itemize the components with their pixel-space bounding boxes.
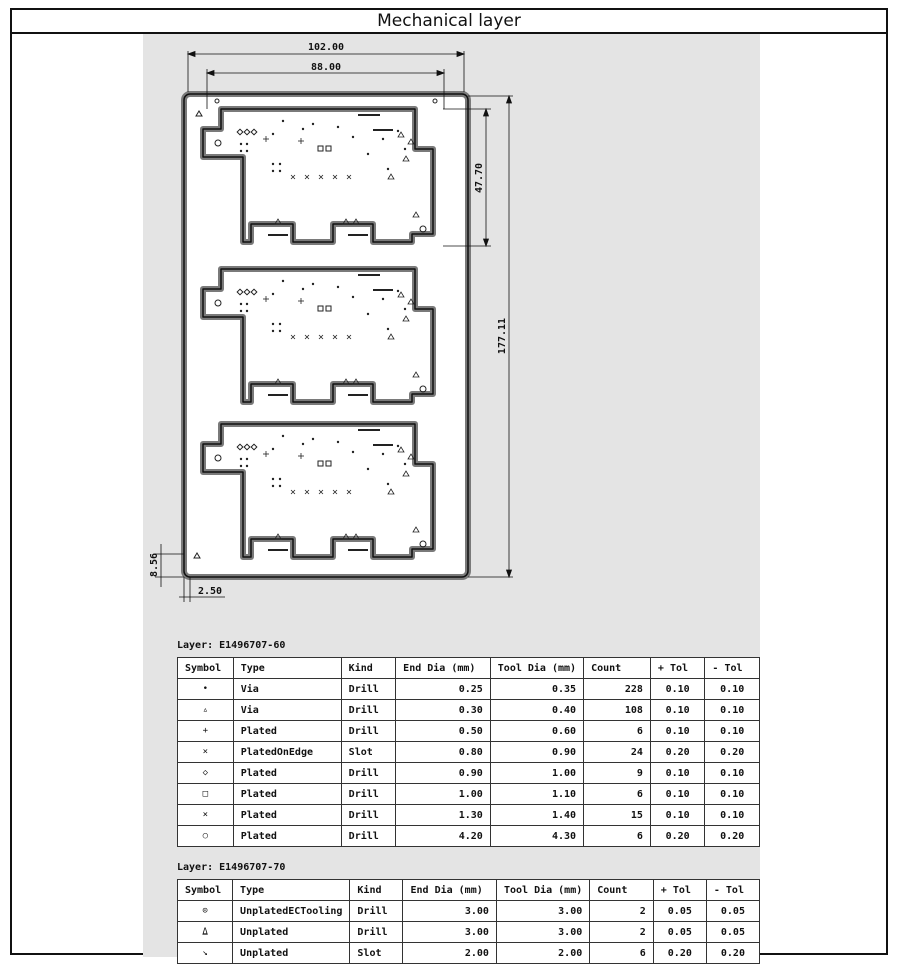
kind-cell: Drill [341, 679, 396, 700]
col-minus-tol: - Tol [705, 658, 760, 679]
layer2-title: Layer: E1496707-70 [177, 862, 286, 873]
table-row [178, 805, 760, 826]
table-header-row [178, 880, 760, 901]
minus-tol-cell: 0.10 [705, 700, 760, 721]
tool-dia-cell: 1.40 [490, 805, 583, 826]
tool-dia-cell: 2.00 [496, 943, 589, 964]
col-count: Count [584, 658, 651, 679]
minus-tol-cell: 0.20 [706, 943, 759, 964]
table-row [178, 826, 760, 847]
table-row [178, 679, 760, 700]
plus-tol-cell: 0.10 [650, 700, 705, 721]
tool-dia-cell: 1.10 [490, 784, 583, 805]
tool-dia-cell: 0.90 [490, 742, 583, 763]
type-cell: PlatedOnEdge [233, 742, 341, 763]
plus-tol-cell: 0.20 [653, 943, 706, 964]
col-plus-tol: + Tol [653, 880, 706, 901]
tool-dia-cell: 0.40 [490, 700, 583, 721]
symbol-cell: ⍙ [178, 922, 233, 943]
minus-tol-cell: 0.10 [705, 763, 760, 784]
type-cell: Plated [233, 826, 341, 847]
table-row [178, 700, 760, 721]
col-symbol: Symbol [178, 880, 233, 901]
end-dia-cell: 4.20 [396, 826, 491, 847]
dim-inner-width: 88.00 [310, 62, 342, 73]
col-minus-tol: - Tol [706, 880, 759, 901]
end-dia-cell: 3.00 [403, 901, 496, 922]
type-cell: Via [233, 700, 341, 721]
minus-tol-cell: 0.10 [705, 784, 760, 805]
col-tool-dia: Tool Dia (mm) [496, 880, 589, 901]
symbol-cell: • [178, 679, 234, 700]
type-cell: Plated [233, 784, 341, 805]
count-cell: 6 [584, 784, 651, 805]
tool-dia-cell: 0.60 [490, 721, 583, 742]
end-dia-cell: 0.80 [396, 742, 491, 763]
drawing-frame [10, 8, 888, 959]
tool-dia-cell: 0.35 [490, 679, 583, 700]
col-type: Type [233, 658, 341, 679]
type-cell: Plated [233, 763, 341, 784]
plus-tol-cell: 0.20 [650, 742, 705, 763]
symbol-cell: ○ [178, 826, 234, 847]
dim-overall-width: 102.00 [307, 42, 345, 53]
kind-cell: Drill [341, 784, 396, 805]
type-cell: Unplated [233, 943, 350, 964]
plus-tol-cell: 0.10 [650, 679, 705, 700]
mechanical-panel [143, 34, 760, 957]
plus-tol-cell: 0.10 [650, 805, 705, 826]
layer1-title: Layer: E1496707-60 [177, 640, 286, 651]
table-row [178, 922, 760, 943]
type-cell: UnplatedECTooling [233, 901, 350, 922]
table-row [178, 943, 760, 964]
table-row [178, 901, 760, 922]
tool-dia-cell: 1.00 [490, 763, 583, 784]
table-row [178, 784, 760, 805]
count-cell: 108 [584, 700, 651, 721]
table-row [178, 763, 760, 784]
col-kind: Kind [341, 658, 396, 679]
col-plus-tol: + Tol [650, 658, 705, 679]
kind-cell: Drill [341, 700, 396, 721]
count-cell: 228 [584, 679, 651, 700]
end-dia-cell: 3.00 [403, 922, 496, 943]
tool-dia-cell: 3.00 [496, 901, 589, 922]
page-title: Mechanical layer [12, 10, 886, 34]
col-tool-dia: Tool Dia (mm) [490, 658, 583, 679]
plus-tol-cell: 0.10 [650, 763, 705, 784]
dim-corner-offset-x: 2.50 [198, 586, 223, 597]
col-kind: Kind [350, 880, 403, 901]
pcb-panel-drawing [143, 34, 760, 634]
symbol-cell: ⨯ [178, 805, 234, 826]
minus-tol-cell: 0.05 [706, 901, 759, 922]
kind-cell: Drill [350, 922, 403, 943]
plus-tol-cell: 0.10 [650, 721, 705, 742]
count-cell: 24 [584, 742, 651, 763]
minus-tol-cell: 0.10 [705, 805, 760, 826]
kind-cell: Drill [341, 805, 396, 826]
count-cell: 6 [590, 943, 654, 964]
kind-cell: Drill [341, 721, 396, 742]
dim-corner-offset-y: 8.56 [149, 552, 160, 578]
symbol-cell: ◇ [178, 763, 234, 784]
minus-tol-cell: 0.20 [705, 742, 760, 763]
plus-tol-cell: 0.20 [650, 826, 705, 847]
end-dia-cell: 1.30 [396, 805, 491, 826]
kind-cell: Drill [350, 901, 403, 922]
kind-cell: Drill [341, 826, 396, 847]
type-cell: Unplated [233, 922, 350, 943]
count-cell: 6 [584, 721, 651, 742]
symbol-cell: □ [178, 784, 234, 805]
count-cell: 2 [590, 922, 654, 943]
count-cell: 6 [584, 826, 651, 847]
col-end-dia: End Dia (mm) [396, 658, 491, 679]
end-dia-cell: 2.00 [403, 943, 496, 964]
symbol-cell: ▵ [178, 700, 234, 721]
col-symbol: Symbol [178, 658, 234, 679]
type-cell: Plated [233, 721, 341, 742]
end-dia-cell: 0.90 [396, 763, 491, 784]
minus-tol-cell: 0.10 [705, 679, 760, 700]
kind-cell: Slot [341, 742, 396, 763]
table-row [178, 742, 760, 763]
layer1-drill-table [177, 657, 760, 847]
kind-cell: Slot [350, 943, 403, 964]
plus-tol-cell: 0.05 [653, 922, 706, 943]
kind-cell: Drill [341, 763, 396, 784]
plus-tol-cell: 0.10 [650, 784, 705, 805]
type-cell: Via [233, 679, 341, 700]
symbol-cell: × [178, 742, 234, 763]
end-dia-cell: 1.00 [396, 784, 491, 805]
table-row [178, 721, 760, 742]
dim-overall-height: 177.11 [497, 317, 508, 355]
symbol-cell: ⊙ [178, 901, 233, 922]
symbol-cell: + [178, 721, 234, 742]
dim-board-height: 47.70 [474, 162, 485, 194]
end-dia-cell: 0.30 [396, 700, 491, 721]
end-dia-cell: 0.50 [396, 721, 491, 742]
symbol-cell: ↘ [178, 943, 233, 964]
plus-tol-cell: 0.05 [653, 901, 706, 922]
layer2-drill-table [177, 879, 760, 964]
col-end-dia: End Dia (mm) [403, 880, 496, 901]
minus-tol-cell: 0.20 [705, 826, 760, 847]
col-type: Type [233, 880, 350, 901]
minus-tol-cell: 0.05 [706, 922, 759, 943]
count-cell: 2 [590, 901, 654, 922]
tool-dia-cell: 4.30 [490, 826, 583, 847]
col-count: Count [590, 880, 654, 901]
minus-tol-cell: 0.10 [705, 721, 760, 742]
type-cell: Plated [233, 805, 341, 826]
count-cell: 9 [584, 763, 651, 784]
count-cell: 15 [584, 805, 651, 826]
tool-dia-cell: 3.00 [496, 922, 589, 943]
end-dia-cell: 0.25 [396, 679, 491, 700]
table-header-row [178, 658, 760, 679]
